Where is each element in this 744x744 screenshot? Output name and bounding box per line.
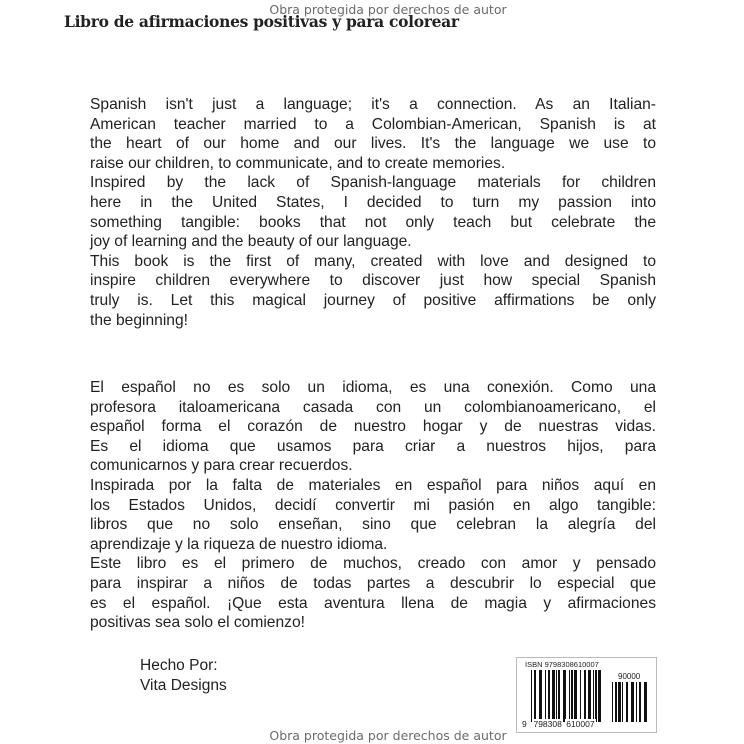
text-line: truly is. Let this magical journey of positive affirmations be only	[90, 291, 656, 309]
price-code: 90000	[618, 672, 641, 681]
barcode-bar	[552, 670, 555, 722]
text-line: profesora italoamericana casada con un colombianoamericano, el	[90, 398, 656, 416]
text-line: libros que no solo enseñan, sino que celebran la alegría del	[90, 516, 656, 534]
barcode-bar	[545, 670, 546, 722]
barcode-digit-group1: 798308	[533, 719, 562, 729]
barcode-bar	[622, 682, 623, 722]
barcode-bar	[636, 682, 637, 722]
text-line: Inspired by the lack of Spanish-language materials for children	[90, 174, 656, 192]
barcode-bar	[569, 670, 570, 722]
text-line: Spanish isn't just a language; it's a connection. As an Italian-	[90, 96, 656, 113]
barcode-bar	[595, 670, 597, 722]
text-line: Inspirada por la falta de materiales en español para niños aquí en	[90, 476, 656, 494]
text-line: Este libro es el primero de muchos, creado con amor y pensado	[90, 555, 656, 573]
text-line: inspire children everywhere to discover just how special Spanish	[90, 272, 656, 290]
text-line: español forma el corazón de nuestro hogar y de nuestras vidas.	[90, 418, 656, 436]
barcode-digit-first: 9	[522, 719, 527, 729]
credit-author: Vita Designs	[140, 677, 227, 694]
barcode-bar	[531, 670, 532, 722]
barcode-bar	[626, 682, 628, 722]
text-line: joy of learning and the beauty of our language.	[90, 233, 412, 251]
barcode-bar	[631, 682, 634, 722]
barcode-bar	[618, 682, 621, 722]
barcode-bar	[571, 670, 573, 722]
text-line: es el español. ¡Que esta aventura llena de magia y afirmaciones	[90, 594, 656, 612]
barcode-bar	[534, 670, 536, 722]
barcode-bar	[574, 670, 577, 722]
text-line: positivas sea solo el comienzo!	[90, 614, 305, 632]
text-line: the heart of our home and our lives. It's the language we use to	[90, 135, 656, 153]
barcode-bar	[584, 670, 586, 722]
barcode-bar	[588, 670, 591, 722]
isbn-label: ISBN 9798308610007	[525, 660, 599, 669]
watermark-bottom: Obra protegida por derechos de autor	[269, 728, 507, 743]
barcode-bar	[556, 670, 557, 722]
barcode-bar	[558, 670, 560, 722]
text-line: the beginning!	[90, 311, 188, 329]
barcode-bar	[580, 670, 581, 722]
text-line: This book is the first of many, created with love and designed to	[90, 252, 656, 270]
barcode-bar	[548, 670, 550, 722]
barcode-bar	[615, 682, 617, 722]
credit	[140, 656, 227, 696]
isbn-barcode	[516, 657, 657, 733]
text-line: raise our children, to communicate, and to create memories.	[90, 154, 506, 172]
barcode-bar	[539, 670, 542, 722]
text-line: los Estados Unidos, decidí convertir mi pasión en algo tangible:	[90, 496, 656, 514]
text-line: something tangible: books that not only teach but celebrate the	[90, 213, 656, 231]
english-description	[90, 95, 656, 330]
barcode-bar	[639, 682, 641, 722]
text-line: El español no es solo un idioma, es una conexión. Como una	[90, 379, 656, 396]
text-line: aprendizaje y la riqueza de nuestro idioma.	[90, 535, 388, 553]
watermark-top: Obra protegida por derechos de autor	[269, 2, 507, 17]
barcode-bars	[531, 670, 603, 722]
text-line: comunicarnos y para crear recuerdos.	[90, 457, 353, 475]
credit-label: Hecho Por:	[140, 657, 218, 674]
barcode-digit-group2: 610007	[566, 719, 595, 729]
price-barcode-bars	[612, 682, 650, 722]
spanish-description	[90, 378, 656, 633]
barcode-bar	[644, 682, 647, 722]
text-line: para inspirar a niños de todas partes a descubrir lo especial que	[90, 574, 656, 592]
text-line: American teacher married to a Colombian-American, Spanish is at	[90, 115, 656, 133]
book-title: Libro de afirmaciones positivas y para colorear	[64, 12, 459, 31]
text-line: Es el idioma que usamos para criar a nuestros hijos, para	[90, 437, 656, 455]
barcode-bar	[598, 670, 601, 722]
barcode-bar	[612, 682, 613, 722]
barcode-bar	[563, 670, 566, 722]
barcode-bar	[593, 670, 594, 722]
text-line: here in the United States, I decided to turn my passion into	[90, 193, 656, 211]
